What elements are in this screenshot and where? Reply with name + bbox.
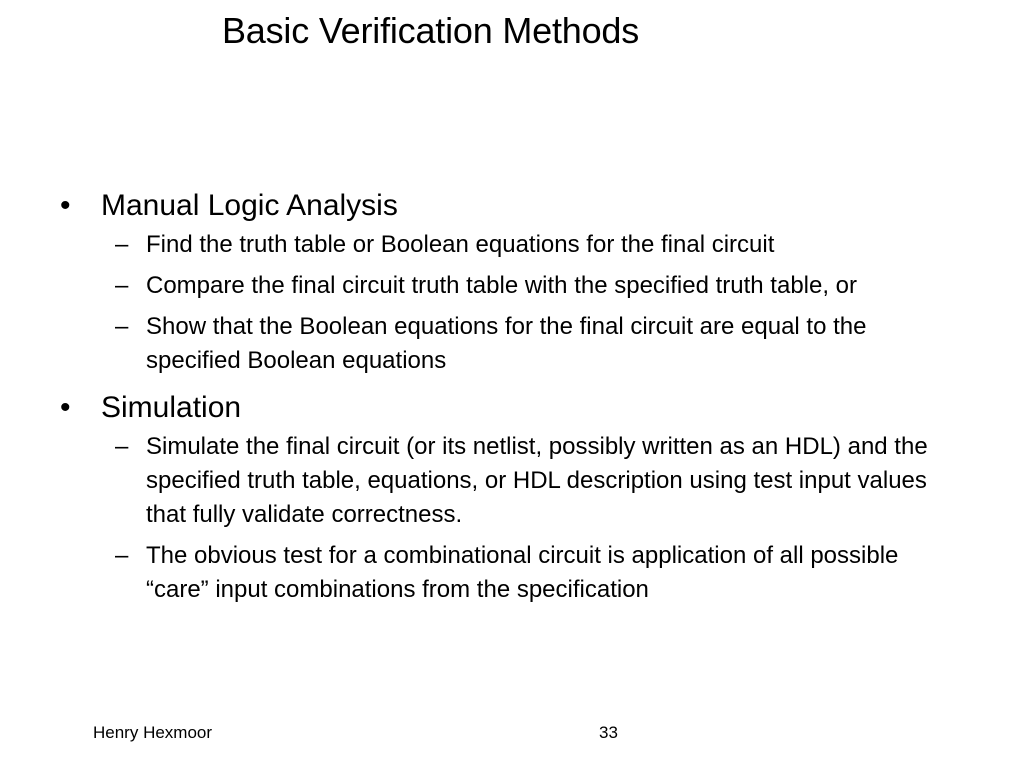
- footer-author: Henry Hexmoor: [93, 723, 213, 742]
- bullet-dot: •: [60, 189, 71, 222]
- slide-body: [0, 186, 1024, 607]
- bullet-text: Find the truth table or Boolean equations for the final circuit: [146, 231, 775, 258]
- bullet-level2: [0, 310, 966, 378]
- page-number: 33: [599, 723, 618, 742]
- bullet-level2: [0, 269, 966, 303]
- bullet-dash: –: [115, 433, 129, 460]
- bullet-dot: •: [60, 391, 71, 424]
- bullet-level2: [0, 430, 966, 532]
- bullet-level2: [0, 539, 966, 607]
- bullet-level1: [0, 388, 971, 428]
- bullet-text: Simulate the final circuit (or its netlist, possibly written as an HDL) and the specified truth table, equations, or HDL description using test input values that fully validate correctness.: [146, 433, 928, 528]
- bullet-text: The obvious test for a combinational circuit is application of all possible “care” input combinations from the specification: [146, 542, 899, 603]
- slide-title: Basic Verification Methods: [222, 10, 640, 51]
- bullet-level2: [0, 228, 966, 262]
- bullet-heading: Simulation: [101, 391, 242, 424]
- bullet-level1: [0, 186, 971, 226]
- bullet-dash: –: [115, 313, 129, 340]
- bullet-heading: Manual Logic Analysis: [101, 189, 398, 222]
- bullet-dash: –: [115, 272, 129, 299]
- bullet-text: Compare the final circuit truth table with the specified truth table, or: [146, 272, 858, 299]
- bullet-dash: –: [115, 231, 129, 258]
- bullet-text: Show that the Boolean equations for the final circuit are equal to the specified Boolean equations: [146, 313, 867, 374]
- bullet-dash: –: [115, 542, 129, 569]
